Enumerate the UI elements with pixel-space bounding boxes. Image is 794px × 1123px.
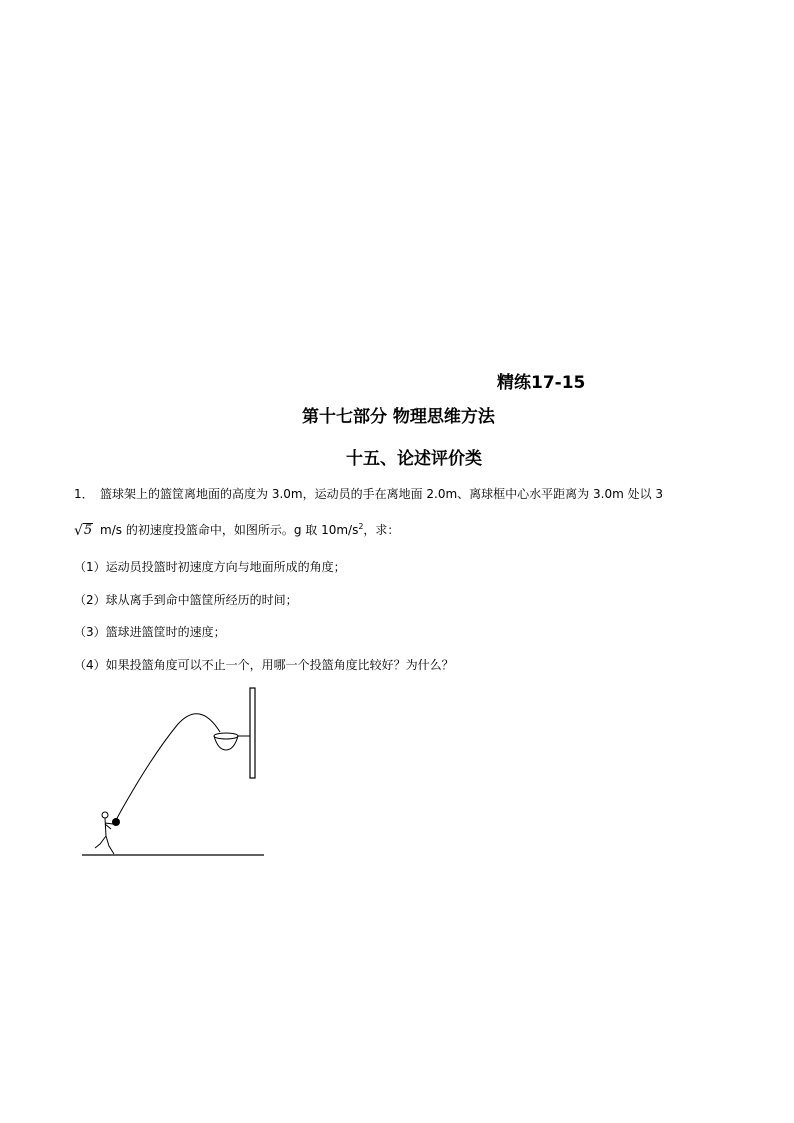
part-title: 第十七部分 物理思维方法 bbox=[302, 407, 495, 427]
question-text-line-2: m/s 的初速度投篮命中，如图所示。g 取 10m/s bbox=[96, 523, 359, 537]
section-title: 十五、论述评价类 bbox=[346, 449, 482, 469]
exponent: 2 bbox=[358, 522, 364, 531]
sqrt-expression bbox=[74, 523, 93, 538]
sqrt-radicand: 5 bbox=[83, 523, 93, 538]
backboard bbox=[250, 688, 255, 778]
question-text-line-2-end: ，求： bbox=[363, 523, 400, 537]
question-text-line-1: 篮球架上的篮筐离地面的高度为 3.0m，运动员的手在离地面 2.0m、离球框中心水平距离为 3.0m 处以 3 bbox=[100, 487, 664, 501]
player-figure bbox=[95, 812, 114, 854]
exercise-code: 精练17-15 bbox=[497, 373, 586, 393]
question-number: 1． bbox=[74, 487, 94, 501]
basketball bbox=[112, 818, 120, 826]
sub-question-4: （4）如果投篮角度可以不止一个，用哪一个投篮角度比较好？为什么？ bbox=[74, 658, 454, 672]
sub-question-3: （3）篮球进篮筐时的速度； bbox=[74, 625, 226, 639]
sub-question-2: （2）球从离手到命中篮筐所经历的时间； bbox=[74, 593, 298, 607]
question-1-line-1 bbox=[74, 485, 663, 502]
ball-trajectory bbox=[116, 714, 220, 820]
basketball-shot-diagram bbox=[78, 684, 268, 860]
sub-question-1: （1）运动员投篮时初速度方向与地面所成的角度； bbox=[74, 560, 346, 574]
rim bbox=[214, 733, 238, 739]
sqrt-radical-sign: √ bbox=[74, 523, 83, 539]
question-1-line-2 bbox=[74, 521, 399, 538]
